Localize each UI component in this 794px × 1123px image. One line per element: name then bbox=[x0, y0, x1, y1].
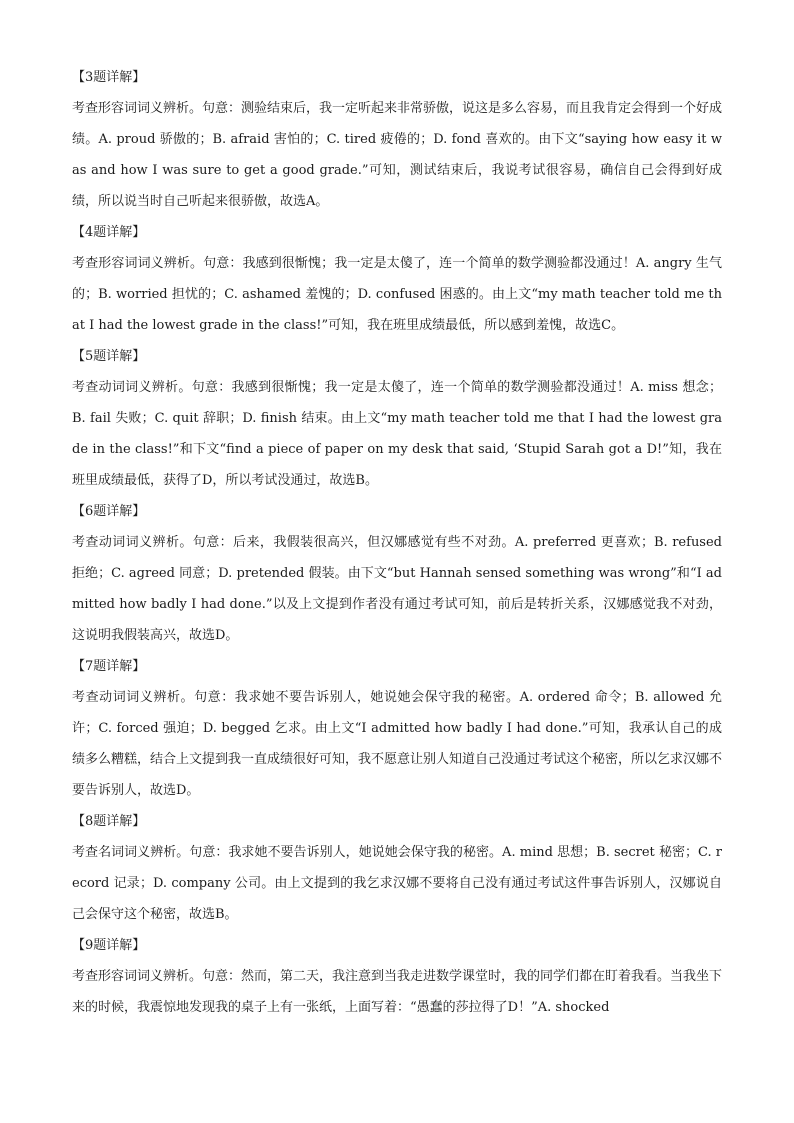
section-text-4: 考查形容词词义辨析。句意：我感到很惭愧；我一定是太傻了，连一个简单的数学测验都没通过！A. angry 生气的；B. worried 担忧的；C. ashamed 羞愧的；D. confused 困惑的。由上文“my math teacher told me that I had the lowest grade in the class!”可知，我在班里成绩最低，所以感到羞愧，故选C。 bbox=[72, 256, 722, 333]
section-text-8: 考查名词词义辨析。句意：我求她不要告诉别人，她说她会保守我的秘密。A. mind 思想；B. secret 秘密；C. record 记录；D. company 公司。由上文提到的我乞求汉娜不要将自己没有通过考试这件事告诉别人，汉娜说自己会保守这个秘密，故选B。 bbox=[72, 845, 722, 922]
section-heading-5: 【5题详解】 bbox=[72, 349, 146, 364]
section-heading-9: 【9题详解】 bbox=[72, 938, 146, 953]
section-heading-4: 【4题详解】 bbox=[72, 225, 146, 240]
section-heading-7: 【7题详解】 bbox=[72, 659, 146, 674]
section-text-7: 考查动词词义辨析。句意：我求她不要告诉别人，她说她会保守我的秘密。A. ordered 命令；B. allowed 允许；C. forced 强迫；D. begged 乞求。由上文“I admitted how badly I had done.”可知，我承认自己的成绩多么糟糕，结合上文提到我一直成绩很好可知，我不愿意让别人知道自己没通过考试这个秘密，所以乞求汉娜不要告诉别人，故选D。 bbox=[72, 690, 723, 798]
answer-explanations bbox=[72, 62, 722, 1023]
section-heading-6: 【6题详解】 bbox=[72, 504, 146, 519]
section-heading-3: 【3题详解】 bbox=[72, 70, 146, 85]
section-text-5: 考查动词词义辨析。句意：我感到很惭愧；我一定是太傻了，连一个简单的数学测验都没通过！A. miss 想念；B. fail 失败；C. quit 辞职；D. finish 结束。由上文“my math teacher told me that I had the lowest grade in the class!”和下文“find a piece of paper on my desk that said, ‘Stupid Sarah got a D!”知，我在班里成绩最低，获得了D，所以考试没通过，故选B。 bbox=[72, 380, 722, 488]
section-text-6: 考查动词词义辨析。句意：后来，我假装很高兴，但汉娜感觉有些不对劲。A. preferred 更喜欢；B. refused 拒绝；C. agreed 同意；D. pretended 假装。由下文“but Hannah sensed something was wrong”和“I admitted how badly I had done.”以及上文提到作者没有通过考试可知，前后是转折关系，汉娜感觉我不对劲，这说明我假装高兴，故选D。 bbox=[72, 535, 722, 643]
section-heading-8: 【8题详解】 bbox=[72, 814, 146, 829]
section-text-9: 考查形容词词义辨析。句意：然而，第二天，我注意到当我走进数学课堂时，我的同学们都在盯着我看。当我坐下来的时候，我震惊地发现我的桌子上有一张纸，上面写着：“愚蠢的莎拉得了D！”A. shocked bbox=[72, 969, 723, 1015]
section-text-3: 考查形容词词义辨析。句意：测验结束后，我一定听起来非常骄傲，说这是多么容易，而且我肯定会得到一个好成绩。A. proud 骄傲的；B. afraid 害怕的；C. tired 疲倦的；D. fond 喜欢的。由下文“saying how easy it was and how I was sure to get a good grade.”可知，测试结束后，我说考试很容易，确信自己会得到好成绩，所以说当时自己听起来很骄傲，故选A。 bbox=[72, 101, 723, 209]
